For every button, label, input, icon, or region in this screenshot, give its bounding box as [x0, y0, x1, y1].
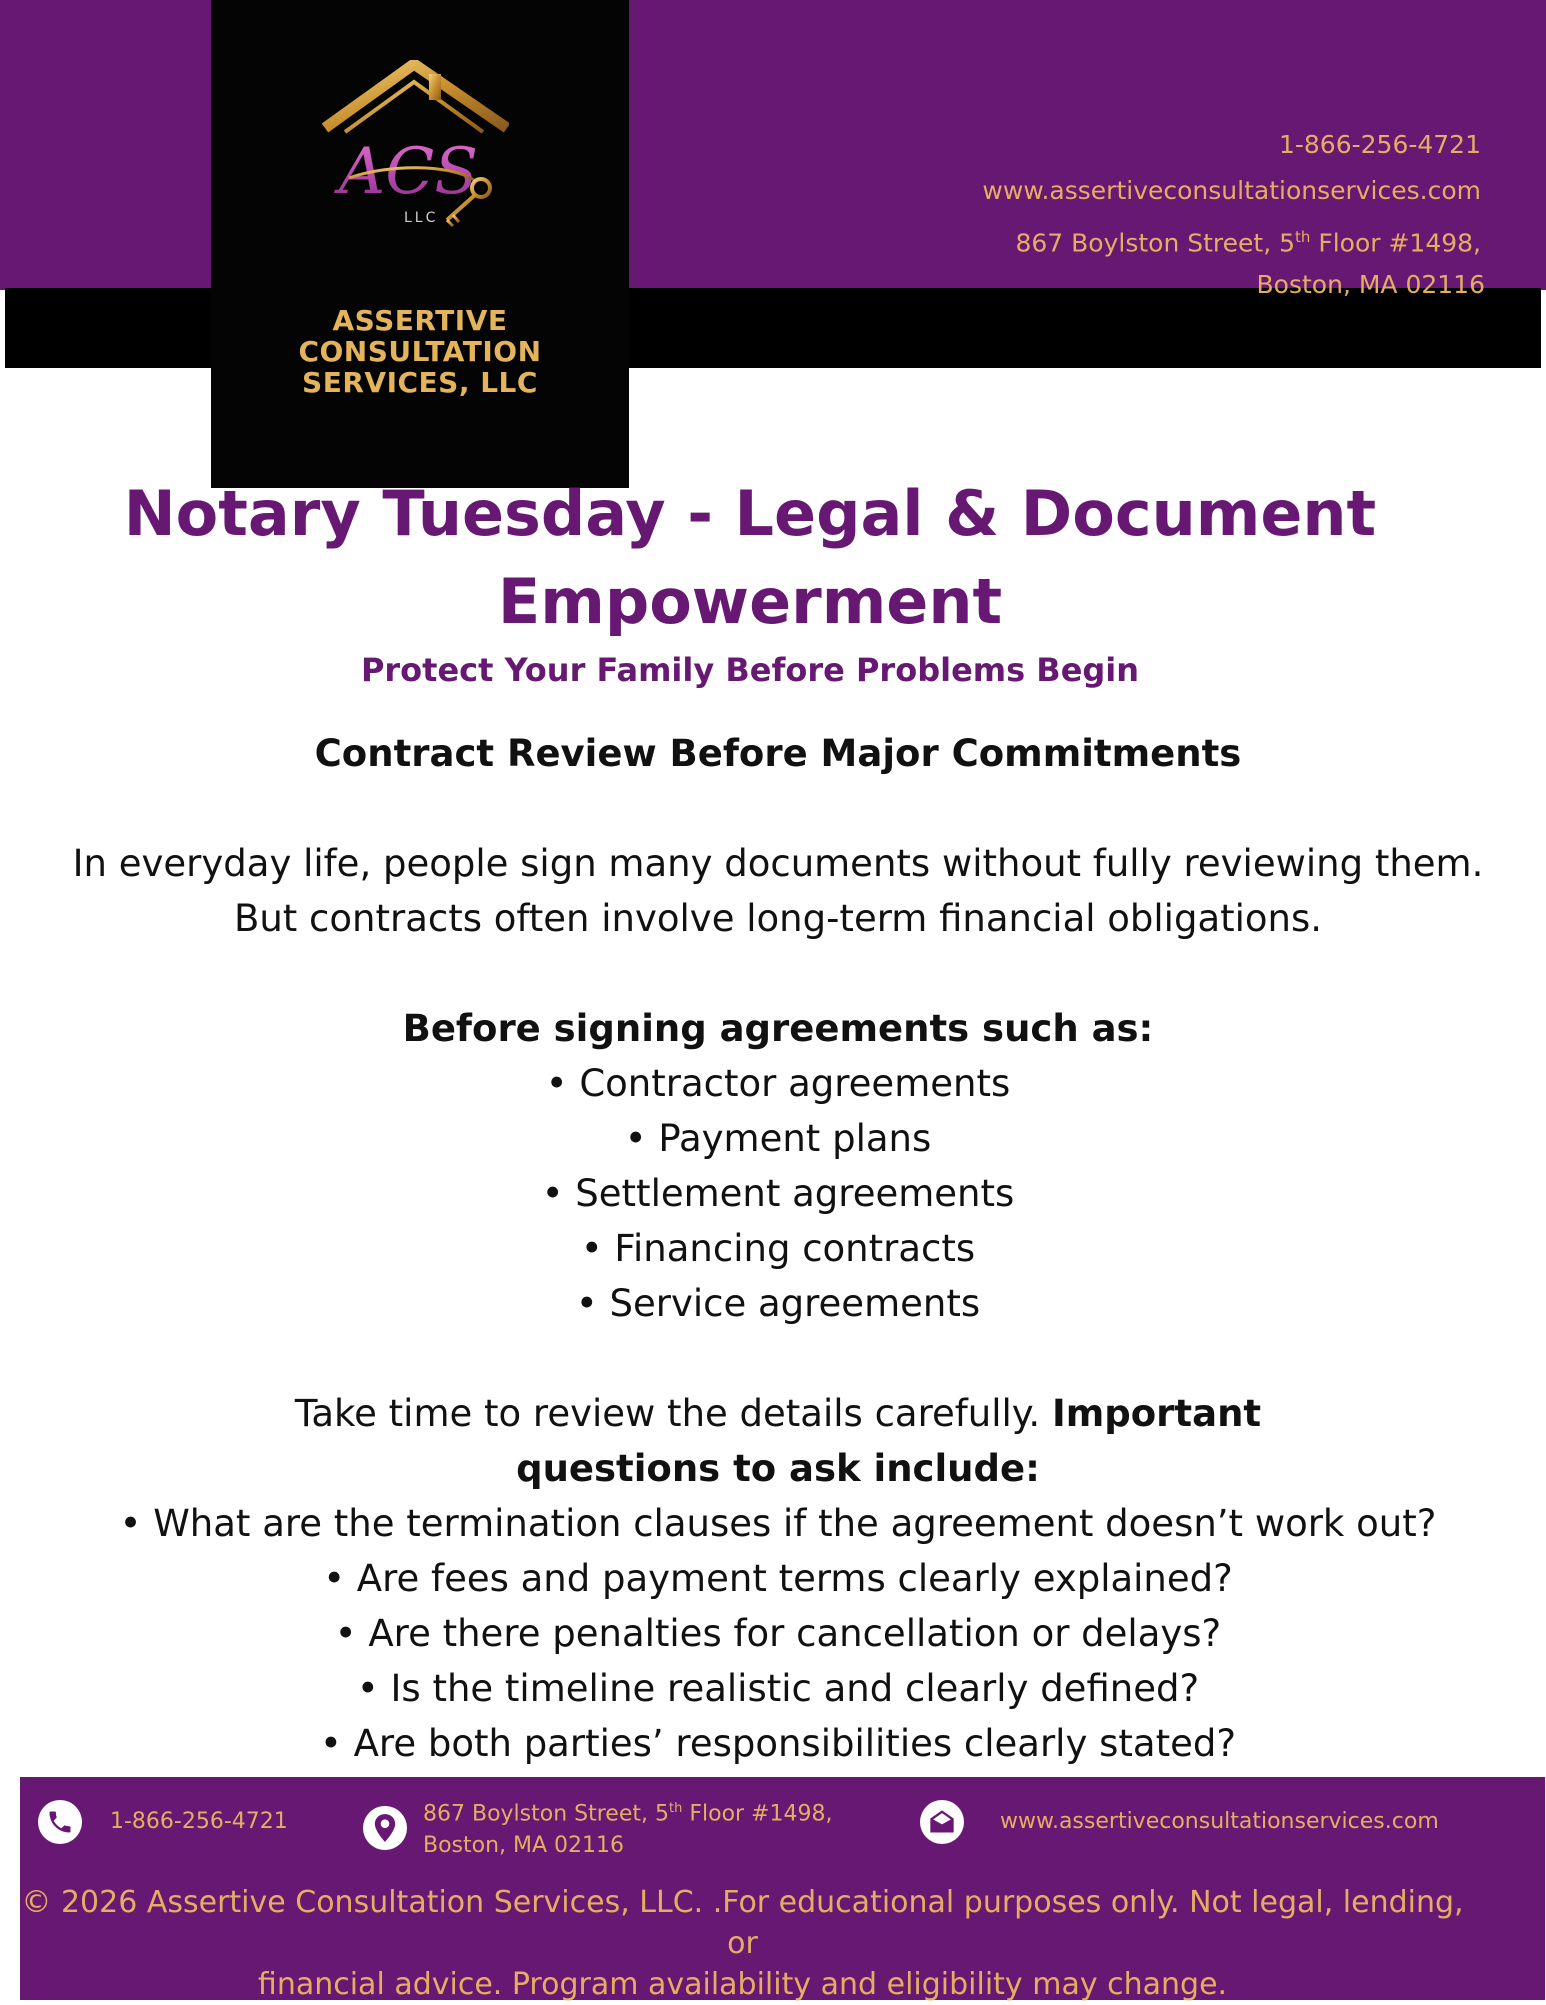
list-item: • What are the termination clauses if the agreement doesn’t work out?	[119, 1502, 1437, 1545]
footer-website[interactable]: www.assertiveconsultationservices.com	[1000, 1809, 1439, 1834]
disclaimer-line-1: © 2026 Assertive Consultation Services, LLC. .For educational purposes only. Not legal, lending, or	[21, 1885, 1464, 1961]
footer-address-line-1: 867 Boylston Street, 5th Floor #1498,	[423, 1801, 833, 1827]
review-text: Take time to review the details carefully.	[294, 1392, 1041, 1435]
footer-address-item	[363, 1793, 832, 1862]
footer-phone[interactable]: 1-866-256-4721	[110, 1809, 288, 1834]
footer-address-line-2: Boston, MA 02116	[423, 1833, 625, 1859]
phone-icon	[38, 1800, 82, 1844]
questions-heading: Important questions to ask include:	[516, 1392, 1262, 1490]
list-item: • Financing contracts	[580, 1227, 976, 1270]
company-name-line-3: SERVICES, LLC	[302, 366, 538, 399]
header-website[interactable]: www.assertiveconsultationservices.com	[982, 176, 1481, 205]
footer-phone-item[interactable]	[38, 1800, 288, 1844]
list-item: • Settlement agreements	[541, 1172, 1015, 1215]
disclaimer-line-2: financial advice. Program availability and eligibility may change.	[257, 1967, 1228, 2002]
list-item: • Are there penalties for cancellation or delays?	[334, 1612, 1222, 1655]
header-address-line-1: 867 Boylston Street, 5th Floor #1498,	[1015, 228, 1481, 258]
logo-suffix: LLC	[404, 210, 439, 226]
header-contact-block	[982, 122, 1485, 304]
company-name	[211, 305, 629, 398]
list-item: • Are both parties’ responsibilities clearly stated?	[320, 1722, 1236, 1765]
intro-line-2: But contracts often involve long-term financial obligations.	[233, 897, 1323, 940]
footer-disclaimer	[20, 1882, 1465, 2005]
footer-address	[423, 1793, 832, 1862]
list-item: • Are fees and payment terms clearly explained?	[323, 1557, 1233, 1600]
list-item: • Is the timeline realistic and clearly defined?	[356, 1667, 1200, 1710]
company-name-line-1: ASSERTIVE	[332, 304, 508, 337]
section-heading: Contract Review Before Major Commitments	[314, 732, 1242, 775]
footer-website-item[interactable]	[920, 1800, 1439, 1844]
list-item: • Contractor agreements	[545, 1062, 1011, 1105]
agreements-heading: Before signing agreements such as:	[402, 1007, 1154, 1050]
page-subtitle: Protect Your Family Before Problems Begin	[360, 651, 1140, 689]
header-address-line-2: Boston, MA 02116	[1256, 270, 1485, 300]
logo-letters: ACS	[339, 135, 479, 209]
intro-line-1: In everyday life, people sign many documents without fully reviewing them.	[72, 842, 1484, 885]
company-name-line-2: CONSULTATION	[298, 335, 542, 368]
header-phone[interactable]: 1-866-256-4721	[1278, 130, 1481, 159]
main-body	[0, 726, 1546, 1771]
list-item: • Service agreements	[575, 1282, 981, 1325]
location-pin-icon	[363, 1806, 407, 1850]
footer	[20, 1777, 1545, 2000]
logo-panel	[211, 0, 629, 488]
list-item: • Payment plans	[624, 1117, 932, 1160]
house-key-logo-icon	[319, 60, 509, 230]
page-title: Notary Tuesday - Legal & Document Empowerment	[123, 477, 1377, 638]
email-icon	[920, 1800, 964, 1844]
